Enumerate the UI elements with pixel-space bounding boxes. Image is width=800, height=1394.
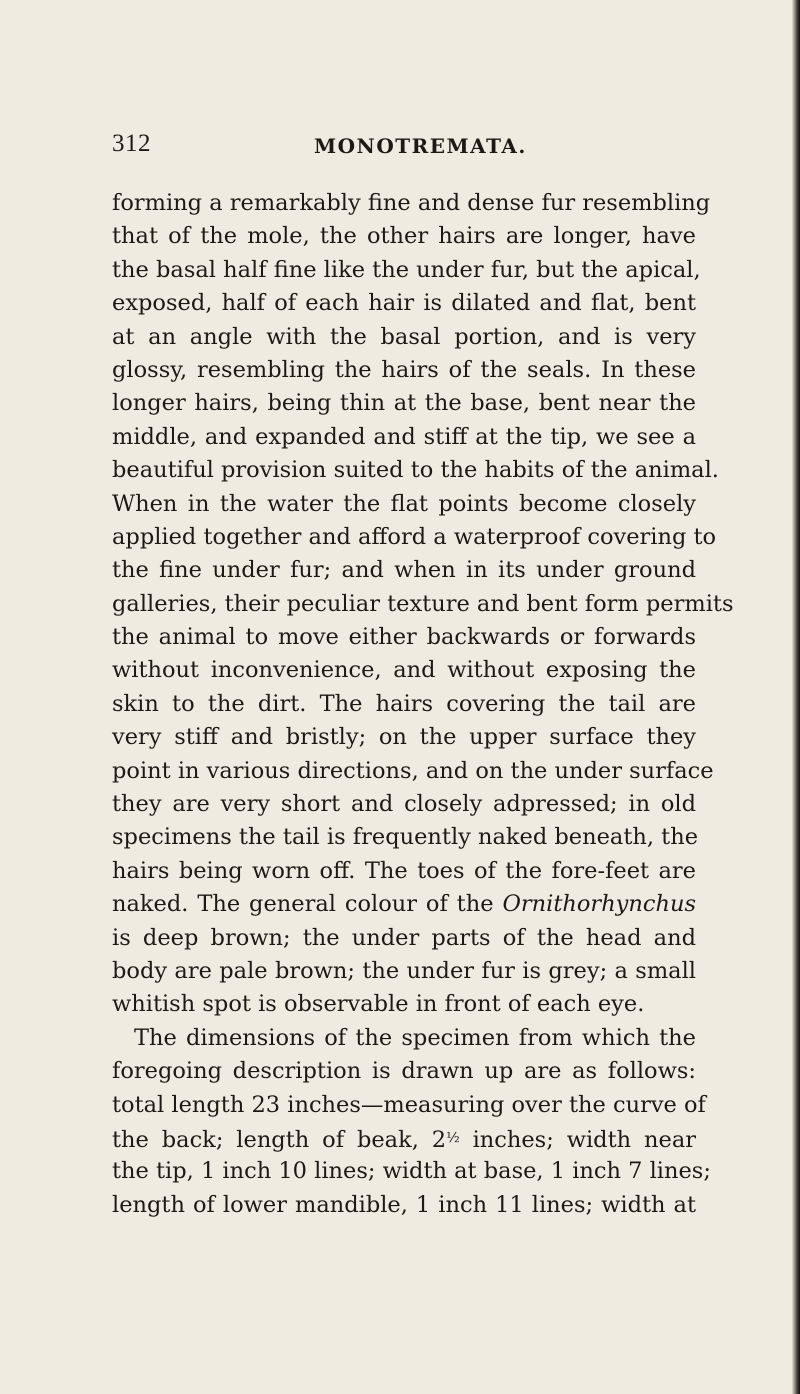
text-line: very stiff and bristly; on the upper surface they [112, 724, 696, 751]
paragraph-end-line: whitish spot is observable in front of each eye. [112, 991, 645, 1018]
paragraph-start-line: The dimensions of the specimen from which the [134, 1024, 696, 1051]
text-line: total length 23 inches—measuring over the curve of [112, 1091, 706, 1118]
line-text: inches; width near [459, 1126, 696, 1153]
text-line: the basal half fine like the under fur, but the apical, [112, 256, 701, 283]
text-line: beautiful provision suited to the habits of the animal. [112, 457, 719, 484]
text-line: foregoing description is drawn up are as follows: [112, 1058, 696, 1085]
text-line: exposed, half of each hair is dilated and flat, bent [112, 290, 696, 317]
body-text [112, 187, 734, 1222]
text-line: body are pale brown; the under fur is grey; a small [112, 957, 696, 984]
text-line: at an angle with the basal portion, and is very [112, 323, 696, 350]
page-edge-shadow [792, 0, 800, 1394]
page-header [112, 130, 692, 164]
text-line: specimens the tail is frequently naked beneath, the [112, 824, 699, 851]
text-line: hairs being worn off. The toes of the fore-feet are [112, 857, 696, 884]
text-line: is deep brown; the under parts of the head and [112, 924, 696, 951]
text-line: they are very short and closely adpressed; in old [112, 791, 696, 818]
text-line: the tip, 1 inch 10 lines; width at base, 1 inch 7 lines; [112, 1158, 711, 1185]
text-line: length of lower mandible, 1 inch 11 lines; width at [112, 1191, 696, 1218]
text-line: middle, and expanded and stiff at the tip, we see a [112, 423, 696, 450]
text-line: point in various directions, and on the under surface [112, 757, 714, 784]
line-text: the back; length of beak, 2 [112, 1126, 447, 1153]
text-line: that of the mole, the other hairs are longer, have [112, 223, 696, 250]
text-line: without inconvenience, and without exposing the [112, 657, 696, 684]
text-line-with-fraction [112, 1122, 696, 1155]
text-line: skin to the dirt. The hairs covering the tail are [112, 690, 696, 717]
text-line: When in the water the flat points become closely [112, 490, 696, 517]
line-text: naked. The general colour of the [112, 891, 494, 918]
text-line: galleries, their peculiar texture and bent form permits [112, 590, 734, 617]
text-line: glossy, resembling the hairs of the seals. In these [112, 356, 696, 383]
running-head: MONOTREMATA. [314, 134, 527, 158]
text-line: applied together and afford a waterproof covering to [112, 523, 717, 550]
text-line: the animal to move either backwards or forwards [112, 624, 696, 651]
text-line: forming a remarkably fine and dense fur resembling [112, 190, 711, 216]
text-line: the fine under fur; and when in its under ground [112, 557, 696, 584]
fraction: ½ [446, 1129, 460, 1146]
text-line-with-genus-name [112, 888, 696, 921]
text-line: longer hairs, being thin at the base, bent near the [112, 390, 696, 417]
page-number: 312 [112, 130, 151, 157]
genus-name: Ornithorhynchus [502, 891, 697, 918]
